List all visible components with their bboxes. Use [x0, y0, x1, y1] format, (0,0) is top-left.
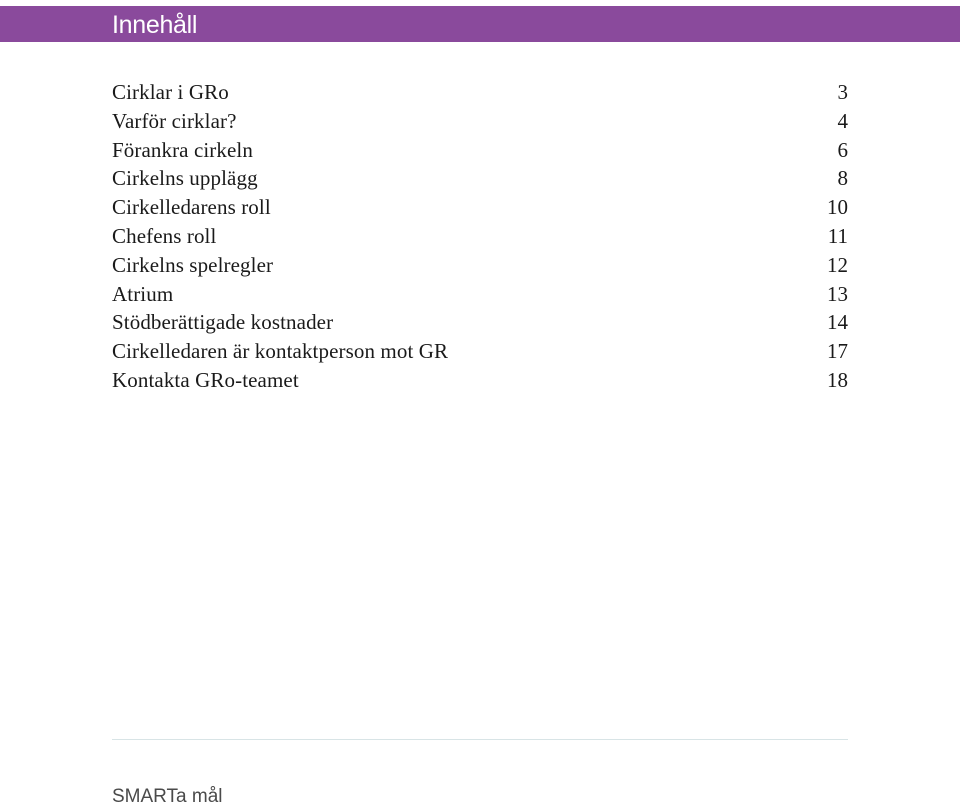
page-title: Innehåll — [112, 11, 198, 39]
toc-entry-label: Chefens roll — [112, 223, 217, 248]
toc-entry-label: Varför cirklar? — [112, 108, 237, 133]
footer-divider — [112, 739, 848, 740]
toc-entry-page-number: 8 — [837, 166, 848, 191]
toc-entry[interactable] — [112, 136, 848, 165]
toc-entry-label: Cirkelns upplägg — [112, 166, 258, 191]
toc-entry-page-number: 6 — [837, 137, 848, 162]
toc-entry[interactable] — [112, 107, 848, 136]
toc-entry-label: Kontakta GRo-teamet — [112, 367, 299, 392]
toc-entry[interactable] — [112, 164, 848, 193]
toc-entry-page-number: 3 — [837, 80, 848, 104]
toc-entry-page-number: 4 — [837, 108, 848, 133]
toc-entry-label: Cirkelns spelregler — [112, 252, 274, 277]
toc-entry-page-number: 11 — [827, 223, 848, 248]
toc-entry-label: Förankra cirkeln — [112, 137, 253, 162]
toc-entry[interactable] — [112, 193, 848, 222]
toc-entry[interactable] — [112, 366, 848, 395]
toc-entry-page-number: 14 — [827, 310, 848, 335]
toc-entry-label: Stödberättigade kostnader — [112, 310, 334, 335]
toc-entry-page-number: 18 — [827, 367, 848, 392]
toc-entry-label: Cirkelledaren är kontaktperson mot GR — [112, 339, 449, 364]
title-bar — [0, 6, 960, 42]
table-of-contents — [112, 78, 848, 395]
toc-entry-page-number: 12 — [827, 252, 848, 277]
toc-entry-page-number: 13 — [827, 281, 848, 306]
toc-entry[interactable] — [112, 337, 848, 366]
toc-entry-label: Cirkelledarens roll — [112, 195, 271, 220]
toc-entry[interactable] — [112, 78, 848, 107]
toc-entry[interactable] — [112, 308, 848, 337]
toc-entry-label: Atrium — [112, 281, 174, 306]
toc-entry-page-number: 10 — [827, 195, 848, 220]
toc-entry[interactable] — [112, 280, 848, 309]
toc-entry[interactable] — [112, 222, 848, 251]
footer-section-title: SMARTa mål — [112, 786, 223, 807]
toc-entry[interactable] — [112, 251, 848, 280]
toc-entry-label: Cirklar i GRo — [112, 80, 229, 104]
toc-entry-page-number: 17 — [827, 339, 848, 364]
